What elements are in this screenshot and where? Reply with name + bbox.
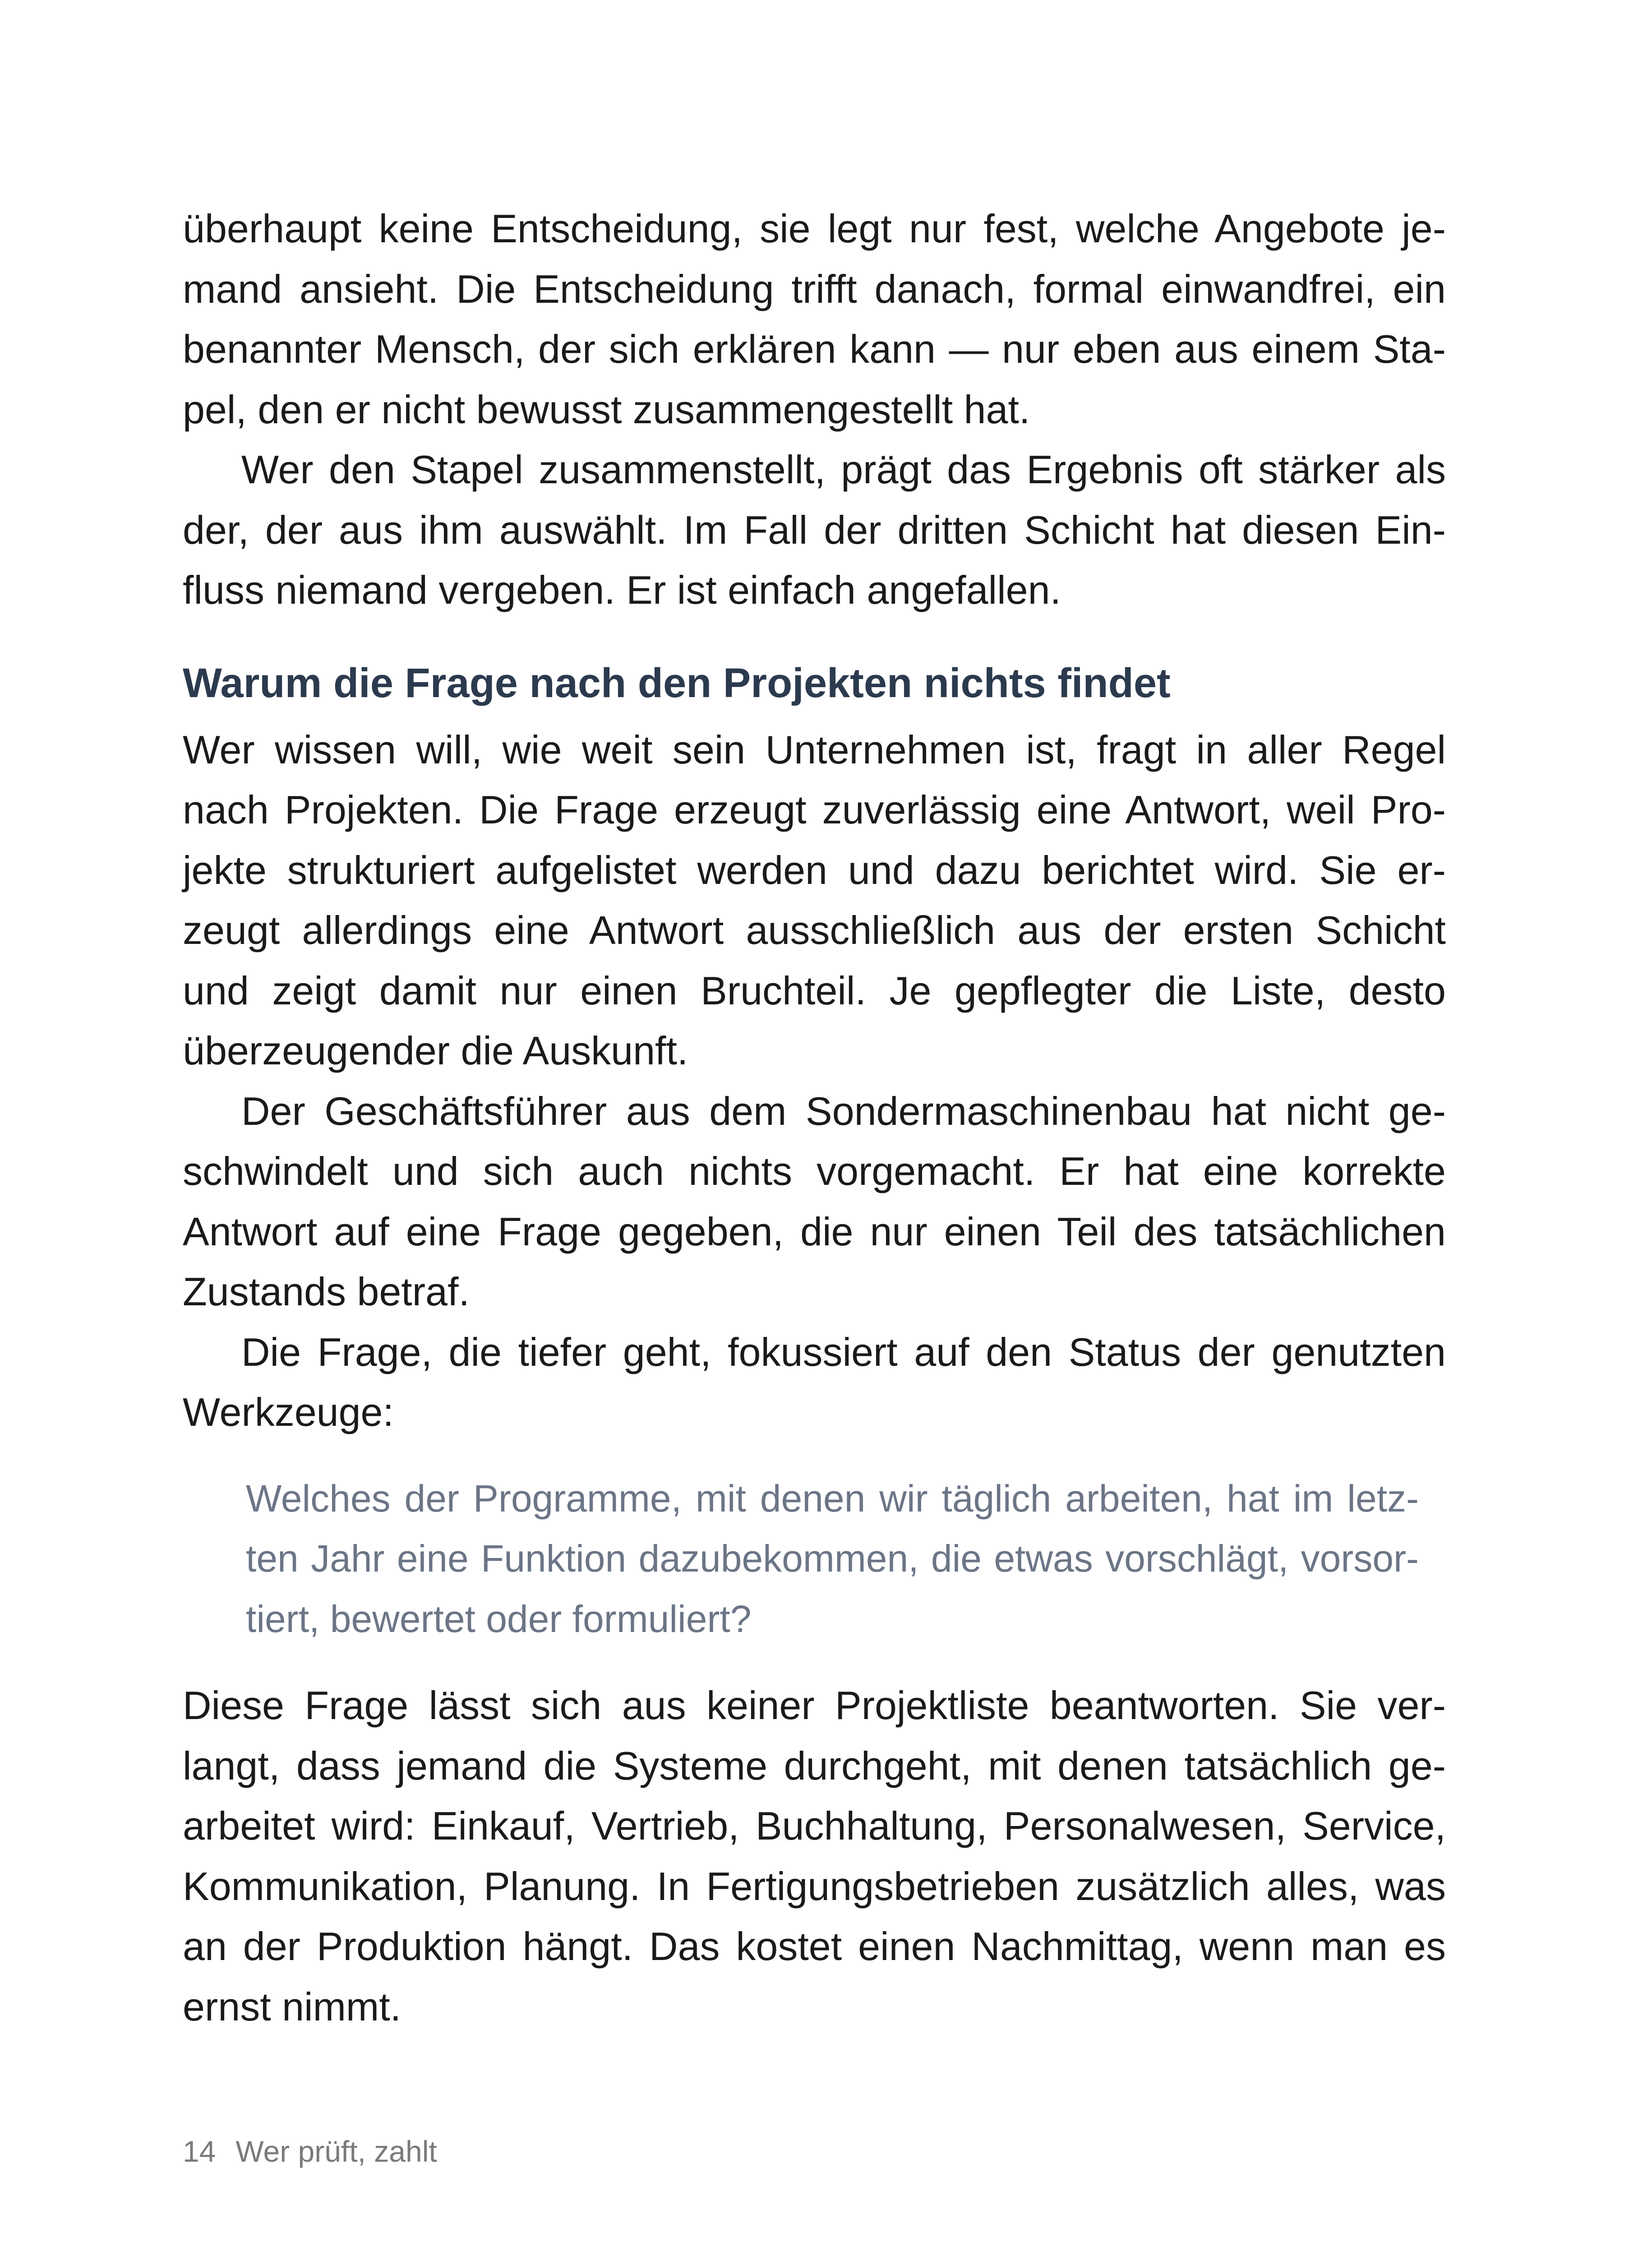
text-line: Wer wissen will, wie weit sein Unternehmen ist, fragt in aller Regel <box>183 727 1446 772</box>
text-line: Diese Frage lässt sich aus keiner Projektliste beantworten. Sie ver- <box>183 1683 1446 1728</box>
text-line: zeugt allerdings eine Antwort ausschließlich aus der ersten Schicht <box>183 908 1446 952</box>
text-line: fluss niemand vergeben. Er ist einfach angefallen. <box>183 568 1061 612</box>
quote-line: Welches der Programme, mit denen wir täglich arbeiten, hat im letz- <box>246 1477 1419 1520</box>
quote-line: ten Jahr eine Funktion dazubekommen, die etwas vorschlägt, vorsor- <box>246 1537 1419 1580</box>
text-line: ernst nimmt. <box>183 1984 401 2029</box>
block-quote <box>246 1469 1419 1650</box>
text-line: an der Produktion hängt. Das kostet einen Nachmittag, wenn man es <box>183 1924 1446 1969</box>
text-line: Die Frage, die tiefer geht, fokussiert auf den Status der genutzten <box>241 1329 1446 1374</box>
text-line: pel, den er nicht bewusst zusammengestellt hat. <box>183 387 1030 432</box>
page-body <box>183 199 1446 2037</box>
running-title: Wer prüft, zahlt <box>235 2135 437 2168</box>
text-line: mand ansieht. Die Entscheidung trifft danach, formal einwandfrei, ein <box>183 266 1446 311</box>
text-line: Kommunikation, Planung. In Fertigungsbetrieben zusätzlich alles, was <box>183 1863 1446 1909</box>
paragraph <box>183 1322 1446 1442</box>
text-line: Der Geschäftsführer aus dem Sondermaschinenbau hat nicht ge- <box>241 1088 1446 1133</box>
paragraph <box>183 1081 1446 1322</box>
text-line: Antwort auf eine Frage gegeben, die nur einen Teil des tatsächlichen <box>183 1209 1446 1254</box>
text-line: nach Projekten. Die Frage erzeugt zuverlässig eine Antwort, weil Pro- <box>183 787 1446 832</box>
text-line: überhaupt keine Entscheidung, sie legt nur fest, welche Angebote je- <box>183 206 1446 251</box>
paragraph <box>183 439 1446 620</box>
paragraph <box>183 1675 1446 2037</box>
page-number: 14 <box>183 2135 216 2168</box>
paragraph <box>183 199 1446 439</box>
text-line: jekte strukturiert aufgelistet werden und dazu berichtet wird. Sie er- <box>183 847 1446 892</box>
text-line: Wer den Stapel zusammenstellt, prägt das Ergebnis oft stärker als <box>241 447 1446 492</box>
text-line: Werkzeuge: <box>183 1390 394 1434</box>
page-footer <box>183 2134 437 2168</box>
text-line: langt, dass jemand die Systeme durchgeht, mit denen tatsächlich ge- <box>183 1743 1446 1788</box>
text-line: überzeugender die Auskunft. <box>183 1028 688 1073</box>
text-line: Zustands betraf. <box>183 1269 470 1314</box>
paragraph <box>183 720 1446 1081</box>
text-line: benannter Mensch, der sich erklären kann — nur eben aus einem Sta- <box>183 327 1446 371</box>
text-line: der, der aus ihm auswählt. Im Fall der dritten Schicht hat diesen Ein- <box>183 507 1446 552</box>
section-heading: Warum die Frage nach den Projekten nichts findet <box>183 660 1171 706</box>
text-line: schwindelt und sich auch nichts vorgemacht. Er hat eine korrekte <box>183 1149 1446 1193</box>
text-line: und zeigt damit nur einen Bruchteil. Je gepflegter die Liste, desto <box>183 968 1446 1013</box>
text-line: arbeitet wird: Einkauf, Vertrieb, Buchhaltung, Personalwesen, Service, <box>183 1803 1446 1848</box>
quote-line: tiert, bewertet oder formuliert? <box>246 1597 752 1640</box>
